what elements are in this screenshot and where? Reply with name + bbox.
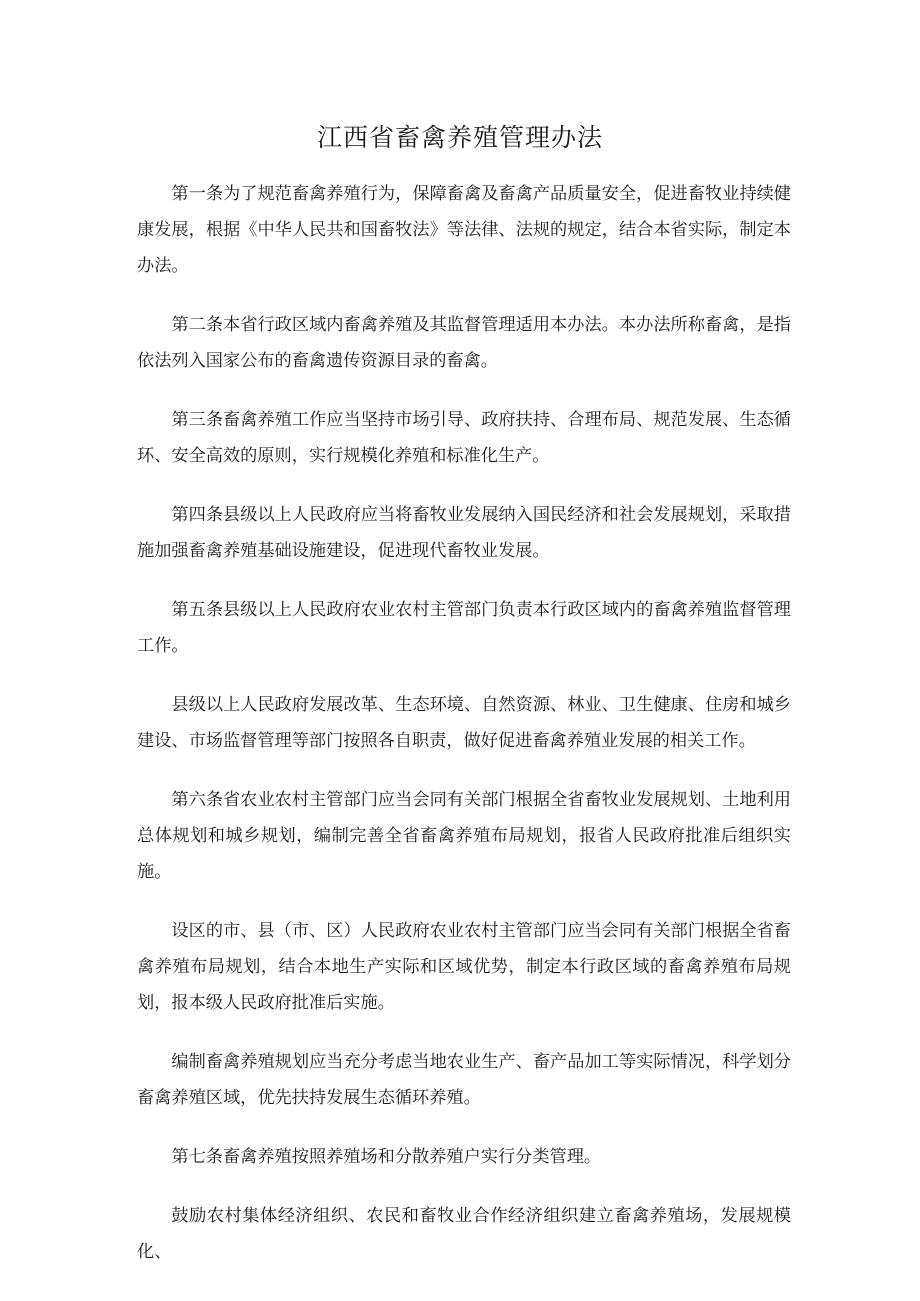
paragraph-article-3: 第三条畜禽养殖工作应当坚持市场引导、政府扶持、合理布局、规范发展、生态循环、安全高效的原则，实行规模化养殖和标准化生产。 [137,410,791,466]
paragraph-article-7: 第七条畜禽养殖按照养殖场和分散养殖户实行分类管理。 [171,1147,602,1167]
paragraph-article-7-clause-2: 鼓励农村集体经济组织、农民和畜牧业合作经济组织建立畜禽养殖场，发展规模化、 [137,1206,791,1262]
paragraph-article-6: 第六条省农业农村主管部门应当会同有关部门根据全省畜牧业发展规划、土地利用总体规划和城乡规划，编制完善全省畜禽养殖布局规划，报省人民政府批准后组织实施。 [137,790,791,882]
document-title: 江西省畜禽养殖管理办法 [316,123,603,152]
paragraph-article-6-clause-2: 设区的市、县（市、区）人民政府农业农村主管部门应当会同有关部门根据全省畜禽养殖布局规划，结合本地生产实际和区域优势，制定本行政区域的畜禽养殖布局规划，报本级人民政府批准后实施。 [137,921,791,1013]
paragraph-article-4: 第四条县级以上人民政府应当将畜牧业发展纳入国民经济和社会发展规划，采取措施加强畜禽养殖基础设施建设，促进现代畜牧业发展。 [137,505,791,561]
paragraph-article-2: 第二条本省行政区域内畜禽养殖及其监督管理适用本办法。本办法所称畜禽，是指依法列入国家公布的畜禽遗传资源目录的畜禽。 [137,315,791,371]
paragraph-article-5-clause-2: 县级以上人民政府发展改革、生态环境、自然资源、林业、卫生健康、住房和城乡建设、市场监督管理等部门按照各自职责，做好促进畜禽养殖业发展的相关工作。 [137,695,791,751]
document-body [137,176,791,1293]
paragraph-article-1: 第一条为了规范畜禽养殖行为，保障畜禽及畜禽产品质量安全，促进畜牧业持续健康发展，根据《中华人民共和国畜牧法》等法律、法规的规定，结合本省实际，制定本办法。 [137,184,791,276]
paragraph-article-6-clause-3: 编制畜禽养殖规划应当充分考虑当地农业生产、畜产品加工等实际情况，科学划分畜禽养殖区域，优先扶持发展生态循环养殖。 [137,1052,791,1108]
paragraph-article-5: 第五条县级以上人民政府农业农村主管部门负责本行政区域内的畜禽养殖监督管理工作。 [137,600,791,656]
